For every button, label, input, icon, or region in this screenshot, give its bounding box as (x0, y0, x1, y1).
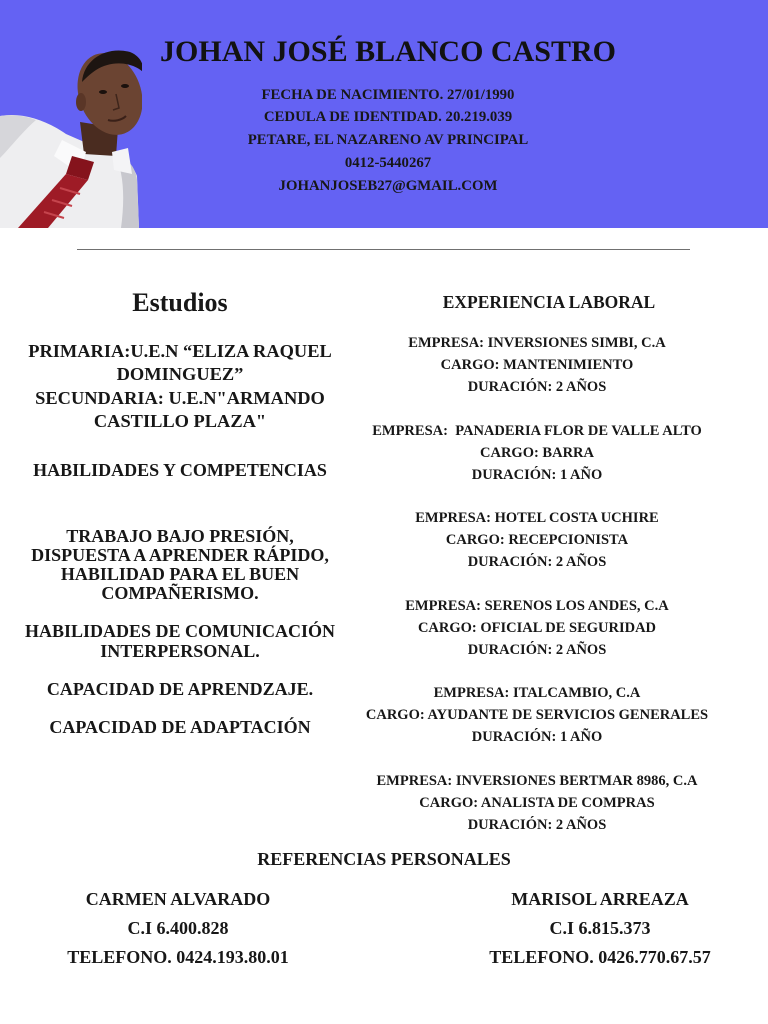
head (67, 48, 142, 144)
education-section (10, 340, 350, 433)
reference-card (450, 885, 750, 972)
phone-number: 0412-5440267 (344, 154, 432, 171)
contact-details (188, 84, 588, 198)
profile-photo (0, 48, 142, 228)
job-company: EMPRESA: SERENOS LOS ANDES, C.A (405, 597, 669, 614)
reference-phone: TELEFONO. 0424.193.80.01 (67, 946, 289, 967)
skill-line: TRABAJO BAJO PRESIÓN, (66, 525, 294, 546)
job-company: EMPRESA: INVERSIONES BERTMAR 8986, C.A (376, 772, 698, 789)
education-line: SECUNDARIA: U.E.N"ARMANDO (35, 387, 325, 408)
reference-card (28, 885, 328, 972)
right-eye (121, 84, 129, 88)
candidate-name: JOHAN JOSÉ BLANCO CASTRO (160, 35, 616, 68)
job-company: EMPRESA: INVERSIONES SIMBI, C.A (408, 335, 666, 351)
job-duration: DURACIÓN: 1 AÑO (471, 729, 603, 746)
job-entry (350, 332, 724, 398)
job-company: EMPRESA: ITALCAMBIO, C.A (433, 685, 641, 702)
reference-phone: TELEFONO. 0426.770.67.57 (489, 946, 711, 967)
experience-list (350, 332, 724, 836)
education-line: DOMINGUEZ” (116, 364, 244, 385)
skill-line: INTERPERSONAL. (100, 641, 260, 661)
job-role: CARGO: RECEPCIONISTA (445, 532, 629, 549)
section-divider (77, 249, 690, 250)
reference-name: CARMEN ALVARADO (85, 888, 271, 909)
education-heading: Estudios (132, 288, 228, 317)
job-entry (350, 507, 724, 573)
ear (76, 93, 86, 111)
job-entry (350, 770, 724, 836)
education-line: PRIMARIA:U.E.N “ELIZA RAQUEL (28, 341, 332, 361)
job-entry (350, 595, 724, 661)
reference-id: C.I 6.400.828 (127, 917, 229, 938)
job-entry (350, 682, 724, 748)
job-company: EMPRESA: HOTEL COSTA UCHIRE (415, 510, 659, 527)
job-duration: DURACIÓN: 2 AÑOS (467, 641, 607, 658)
job-role: CARGO: MANTENIMIENTO (440, 357, 634, 373)
references-heading: REFERENCIAS PERSONALES (257, 849, 511, 869)
skill-item (10, 621, 350, 661)
skill-line: DISPUESTA A APRENDER RÁPIDO, (31, 544, 329, 565)
skill-line: HABILIDADES DE COMUNICACIÓN (24, 621, 336, 641)
id-number: CEDULA DE IDENTIDAD. 20.219.039 (263, 109, 513, 126)
job-duration: DURACIÓN: 2 AÑOS (467, 816, 607, 833)
address: PETARE, EL NAZARENO AV PRINCIPAL (247, 132, 529, 149)
reference-name: MARISOL ARREAZA (511, 888, 689, 909)
reference-id: C.I 6.815.373 (549, 917, 651, 938)
skill-item (10, 527, 350, 603)
job-duration: DURACIÓN: 1 AÑO (471, 466, 603, 483)
job-role: CARGO: OFICIAL DE SEGURIDAD (417, 619, 657, 636)
education-line: CASTILLO PLAZA" (93, 410, 267, 431)
skill-item (10, 717, 350, 737)
skill-line: CAPACIDAD DE ADAPTACIÓN (49, 717, 311, 737)
skills-heading: HABILIDADES Y COMPETENCIAS (33, 460, 327, 480)
skill-line: CAPACIDAD DE APRENDZAJE. (46, 679, 314, 699)
job-duration: DURACIÓN: 2 AÑOS (467, 379, 607, 395)
job-role: CARGO: AYUDANTE DE SERVICIOS GENERALES (365, 707, 709, 724)
skill-line: COMPAÑERISMO. (101, 582, 259, 603)
job-role: CARGO: BARRA (480, 444, 594, 461)
birth-date: FECHA DE NACIMIENTO. 27/01/1990 (261, 86, 515, 103)
job-entry (350, 420, 724, 486)
skill-line: HABILIDAD PARA EL BUEN (60, 563, 300, 584)
job-duration: DURACIÓN: 2 AÑOS (467, 554, 607, 571)
job-role: CARGO: ANALISTA DE COMPRAS (419, 794, 655, 811)
experience-heading: EXPERIENCIA LABORAL (442, 292, 656, 312)
email-address: JOHANJOSEB27@GMAIL.COM (278, 177, 498, 194)
skill-item (10, 679, 350, 699)
left-eye (99, 90, 107, 94)
job-company: EMPRESA: PANADERIA FLOR DE VALLE ALTO (372, 422, 702, 439)
